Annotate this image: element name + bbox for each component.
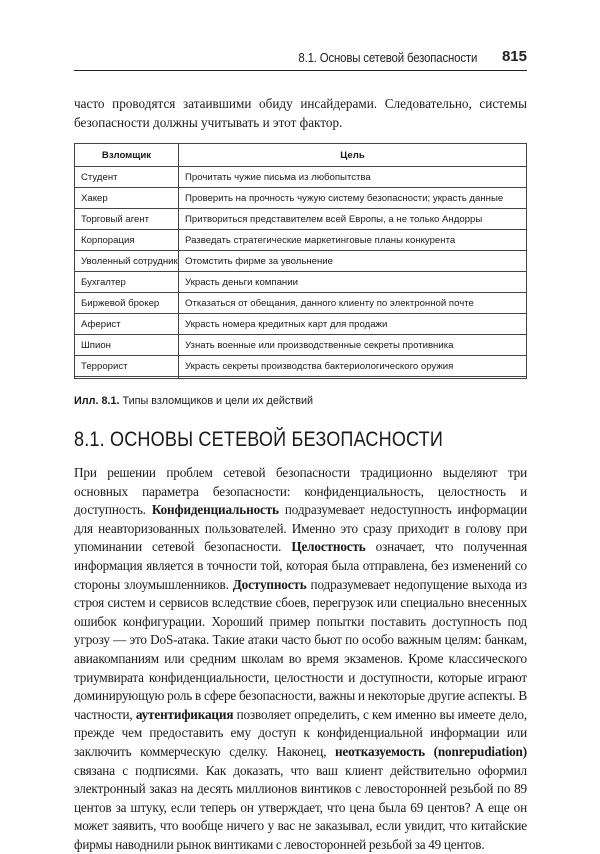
goal-cell: Проверить на прочность чужую систему безопасности; украсть данные bbox=[179, 188, 527, 209]
table-row bbox=[75, 230, 527, 251]
table-bottom-rule bbox=[75, 377, 527, 379]
table-header-attacker: Взломщик bbox=[75, 144, 179, 167]
goal-cell: Притвориться представителем всей Европы, а не только Андорры bbox=[179, 209, 527, 230]
attacker-cell: Террорист bbox=[75, 356, 179, 377]
attacker-cell: Корпорация bbox=[75, 230, 179, 251]
running-head bbox=[74, 48, 527, 71]
attacker-cell: Студент bbox=[75, 167, 179, 188]
table-header-goal: Цель bbox=[179, 144, 527, 167]
term-availability: Доступность bbox=[232, 576, 307, 592]
caption-label: Илл. 8.1. bbox=[74, 395, 120, 407]
body-text-part: При решении проблем сетевой безопасности традиционно выделяют три основных параметра безопасности: конфиденциальность, целостность и доступность. bbox=[74, 465, 527, 518]
table-row bbox=[75, 209, 527, 230]
table-row bbox=[75, 314, 527, 335]
goal-cell: Украсть секреты производства бактериологического оружия bbox=[179, 356, 527, 377]
section-heading: 8.1. ОСНОВЫ СЕТЕВОЙ БЕЗОПАСНОСТИ bbox=[74, 428, 444, 451]
table-row bbox=[75, 251, 527, 272]
term-integrity: Целостность bbox=[291, 539, 366, 555]
table-row bbox=[75, 188, 527, 209]
table-row bbox=[75, 167, 527, 188]
attackers-table bbox=[74, 143, 527, 379]
goal-cell: Узнать военные или производственные секреты противника bbox=[179, 335, 527, 356]
running-head-title: 8.1. Основы сетевой безопасности bbox=[298, 50, 477, 65]
term-nonrepudiation: неотказуемость (nonrepudiation) bbox=[334, 743, 527, 759]
table-row bbox=[75, 356, 527, 377]
attacker-cell: Аферист bbox=[75, 314, 179, 335]
attacker-cell: Уволенный сотрудник bbox=[75, 251, 179, 272]
attacker-cell: Шпион bbox=[75, 335, 179, 356]
body-text-part: связана с подписями. Как доказать, что ваш клиент действительно оформил электронный заказ на десять миллионов винтиков с левосторонней резьбой по 89 центов за штуку, если теперь он утверждает, что цена была 69 центов? А еще он может заявить, что вообще ничего у вас не заказывал, если увидит, что китайские фирмы наводнили рынок винтиками с левосторонней резьбой за 49 центов. bbox=[74, 762, 527, 852]
attacker-cell: Хакер bbox=[75, 188, 179, 209]
term-authentication: аутентификация bbox=[135, 706, 234, 722]
body-text-part: подразумевает недопущение выхода из строя систем и сервисов вследствие сбоев, перегрузок или специально внесенных ошибок конфигурации. Хороший пример попытки поставить доступность под угрозу — это DoS-атака. Такие атаки часто бьют по особо важным целям: банкам, авиакомпаниям или средним школам во время экзаменов. Кроме классического триумвирата конфиденциальности, целостности и доступности, которые играют доминирующую роль в сфере безопасности, важны и некоторые другие аспекты. В частности, bbox=[74, 576, 527, 722]
goal-cell: Разведать стратегические маркетинговые планы конкурента bbox=[179, 230, 527, 251]
goal-cell: Отказаться от обещания, данного клиенту по электронной почте bbox=[179, 293, 527, 314]
caption-text: Типы взломщиков и цели их действий bbox=[119, 395, 314, 407]
body-text-part: означает, что полученная информация является в точности той, которая была отправлена, без изменений со стороны злоумышленников. bbox=[74, 539, 527, 592]
body-text-part: подразумевает недоступность информации для неавторизованных пользователей. Именно это сразу приходит в голову при упоминании сетевой безопасности. bbox=[74, 502, 527, 555]
attacker-cell: Биржевой брокер bbox=[75, 293, 179, 314]
table-header-row bbox=[75, 144, 527, 167]
figure-caption bbox=[74, 395, 313, 407]
body-paragraph bbox=[74, 464, 527, 854]
goal-cell: Украсть номера кредитных карт для продажи bbox=[179, 314, 527, 335]
table-row bbox=[75, 293, 527, 314]
term-confidentiality: Конфиденциальность bbox=[151, 502, 279, 518]
goal-cell: Отомстить фирме за увольнение bbox=[179, 251, 527, 272]
intro-paragraph: часто проводятся затаившими обиду инсайдерами. Следовательно, системы безопасности должны учитывать и этот фактор. bbox=[74, 96, 527, 130]
table-row bbox=[75, 272, 527, 293]
goal-cell: Прочитать чужие письма из любопытства bbox=[179, 167, 527, 188]
table-row bbox=[75, 335, 527, 356]
attacker-cell: Торговый агент bbox=[75, 209, 179, 230]
goal-cell: Украсть деньги компании bbox=[179, 272, 527, 293]
page-number: 815 bbox=[501, 48, 527, 65]
body-text-part: позволяет определить, с кем именно вы имеете дело, прежде чем предоставить ему доступ к конфиденциальной информации или заключить коммерческую сделку. Наконец, bbox=[74, 706, 527, 759]
attacker-cell: Бухгалтер bbox=[75, 272, 179, 293]
